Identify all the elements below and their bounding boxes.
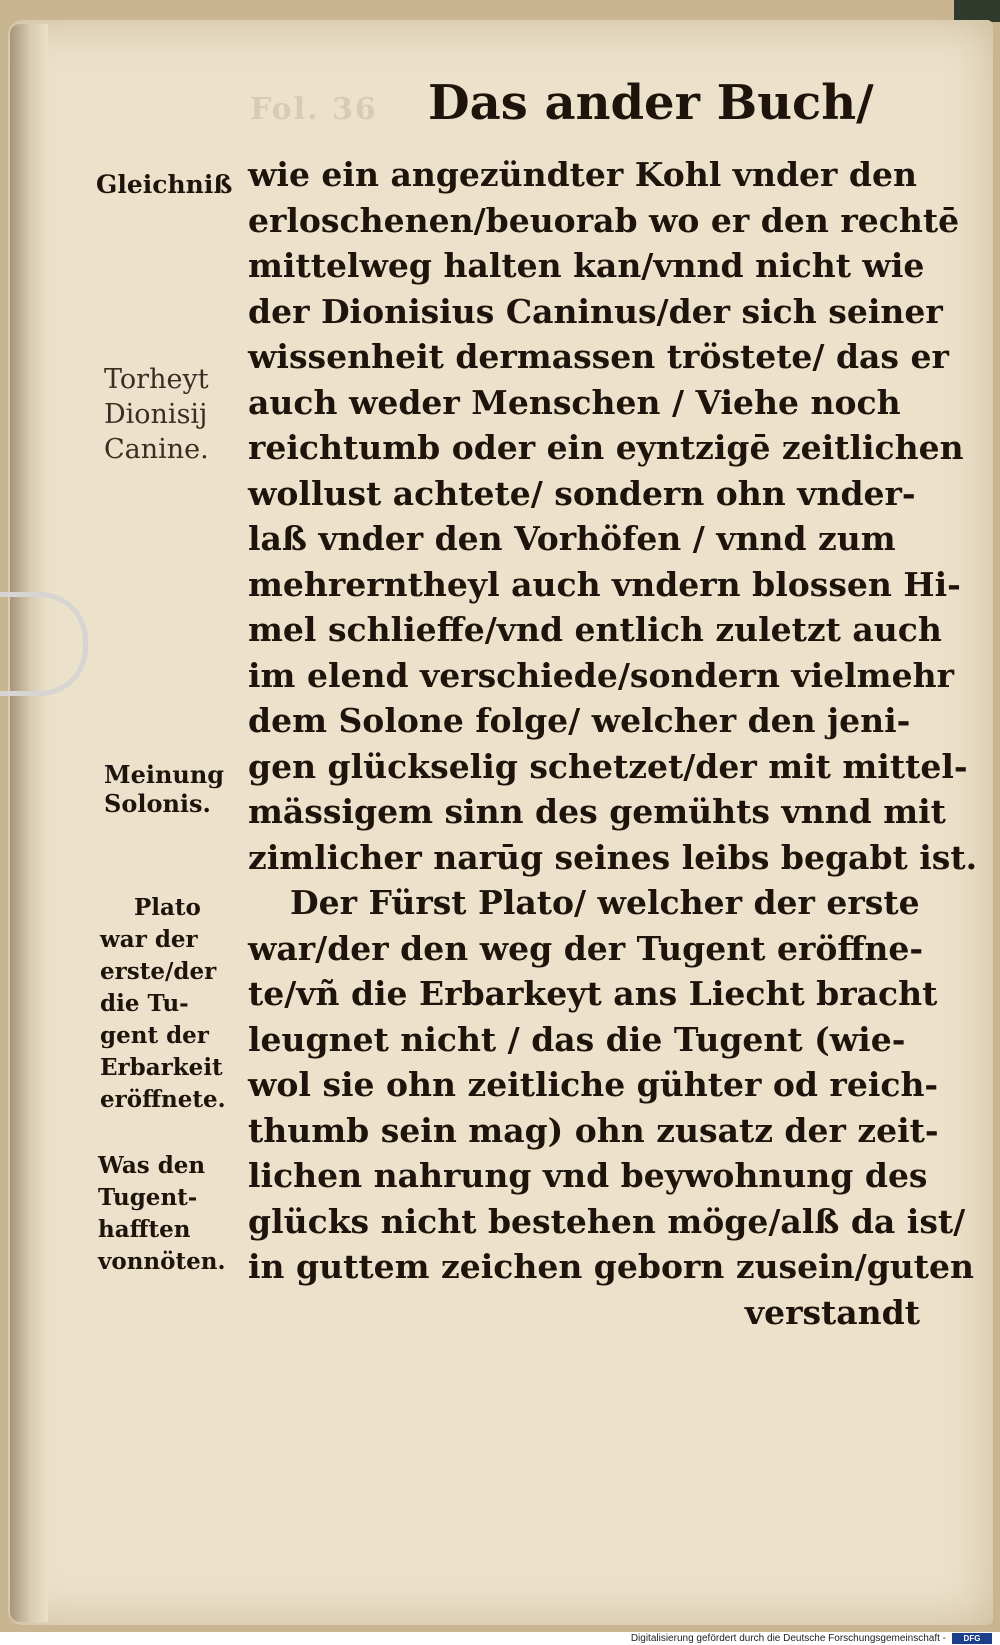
marginal-note-line: erste/der — [100, 958, 217, 985]
body-text — [248, 152, 978, 1335]
text-line: thumb sein mag) ohn zusatz der zeit- — [248, 1110, 939, 1150]
marginal-note-line: vonnöten. — [98, 1248, 226, 1275]
text-line: wollust achtete/ sondern ohn vnder- — [248, 473, 916, 513]
marginal-note-line: war der — [100, 926, 198, 953]
marginal-note-line: Plato — [134, 894, 201, 921]
page-gutter — [10, 24, 48, 1622]
text-line: glücks nicht bestehen möge/alß da ist/ — [248, 1201, 966, 1241]
text-line: wie ein angezündter Kohl vnder den — [248, 155, 917, 194]
text-line: war/der den weg der Tugent eröffne- — [248, 928, 924, 968]
catchword: verstandt — [744, 1292, 920, 1332]
marginal-note-line: Solonis. — [104, 789, 211, 818]
page-clip — [0, 592, 88, 696]
text-line: mittelweg halten kan/vnnd nicht wie — [248, 246, 925, 285]
text-line: der Dionisius Caninus/der sich seiner — [248, 291, 943, 331]
marginal-note — [100, 892, 226, 1116]
marginal-note-line: hafften — [98, 1216, 191, 1243]
marginal-note-line: Erbarkeit — [100, 1054, 223, 1081]
marginal-note-line: eröffnete. — [100, 1086, 226, 1113]
funding-credit: Digitalisierung gefördert durch die Deutsche Forschungsgemeinschaft - — [630, 1633, 946, 1644]
marginal-note-line: die Tu- — [100, 990, 189, 1017]
marginal-note-line: Meinung — [104, 760, 225, 789]
text-line: gen glückselig schetzet/der mit mittel- — [248, 746, 968, 786]
marginal-note-line: Was den — [98, 1152, 206, 1179]
marginal-note — [104, 362, 209, 467]
marginal-note-line: Tugent- — [98, 1184, 198, 1211]
text-line: reichtumb oder ein eyntzigē zeitlichen — [248, 428, 964, 467]
text-line: wol sie ohn zeitliche gühter od reich- — [248, 1065, 939, 1104]
text-line: leugnet nicht / das die Tugent (wie- — [248, 1019, 906, 1059]
text-line: zimlicher narūg seines leibs begabt ist. — [248, 837, 978, 877]
marginal-note — [104, 760, 224, 818]
text-line: auch weder Menschen / Viehe noch — [248, 382, 901, 422]
marginal-note-line: gent der — [100, 1022, 209, 1049]
dfg-logo: DFG — [952, 1633, 992, 1644]
marginal-note-line: Torheyt — [104, 364, 209, 395]
page-number: Fol. 36 — [250, 92, 378, 127]
scan-corner — [954, 0, 1000, 22]
running-head: Das ander Buch/ — [428, 75, 874, 131]
marginal-note — [96, 170, 232, 199]
text-line: te/vñ die Erbarkeyt ans Liecht bracht — [248, 974, 938, 1013]
text-line: laß vnder den Vorhöfen / vnnd zum — [248, 519, 896, 558]
text-line: mel schlieffe/vnd entlich zuletzt auch — [248, 610, 942, 649]
text-line: dem Solone folge/ welcher den jeni- — [248, 701, 911, 740]
marginal-note-line: Dionisij — [104, 399, 208, 430]
text-line: in guttem zeichen geborn zusein/guten — [248, 1247, 975, 1286]
text-line: mässigem sinn des gemühts vnnd mit — [248, 792, 946, 831]
marginal-note-line: Canine. — [104, 434, 209, 465]
text-line: lichen nahrung vnd beywohnung des — [248, 1156, 928, 1195]
text-line: im elend verschiede/sondern vielmehr — [248, 655, 954, 695]
text-line: mehrerntheyl auch vndern blossen Hi- — [248, 564, 961, 604]
marginal-note-line: Gleichniß — [96, 170, 233, 199]
text-line: wissenheit dermassen tröstete/ das er — [248, 337, 949, 376]
marginal-note — [98, 1150, 225, 1278]
text-line: Der Fürst Plato/ welcher der erste — [290, 883, 920, 922]
text-line: erloschenen/beuorab wo er den rechtē — [248, 200, 960, 240]
